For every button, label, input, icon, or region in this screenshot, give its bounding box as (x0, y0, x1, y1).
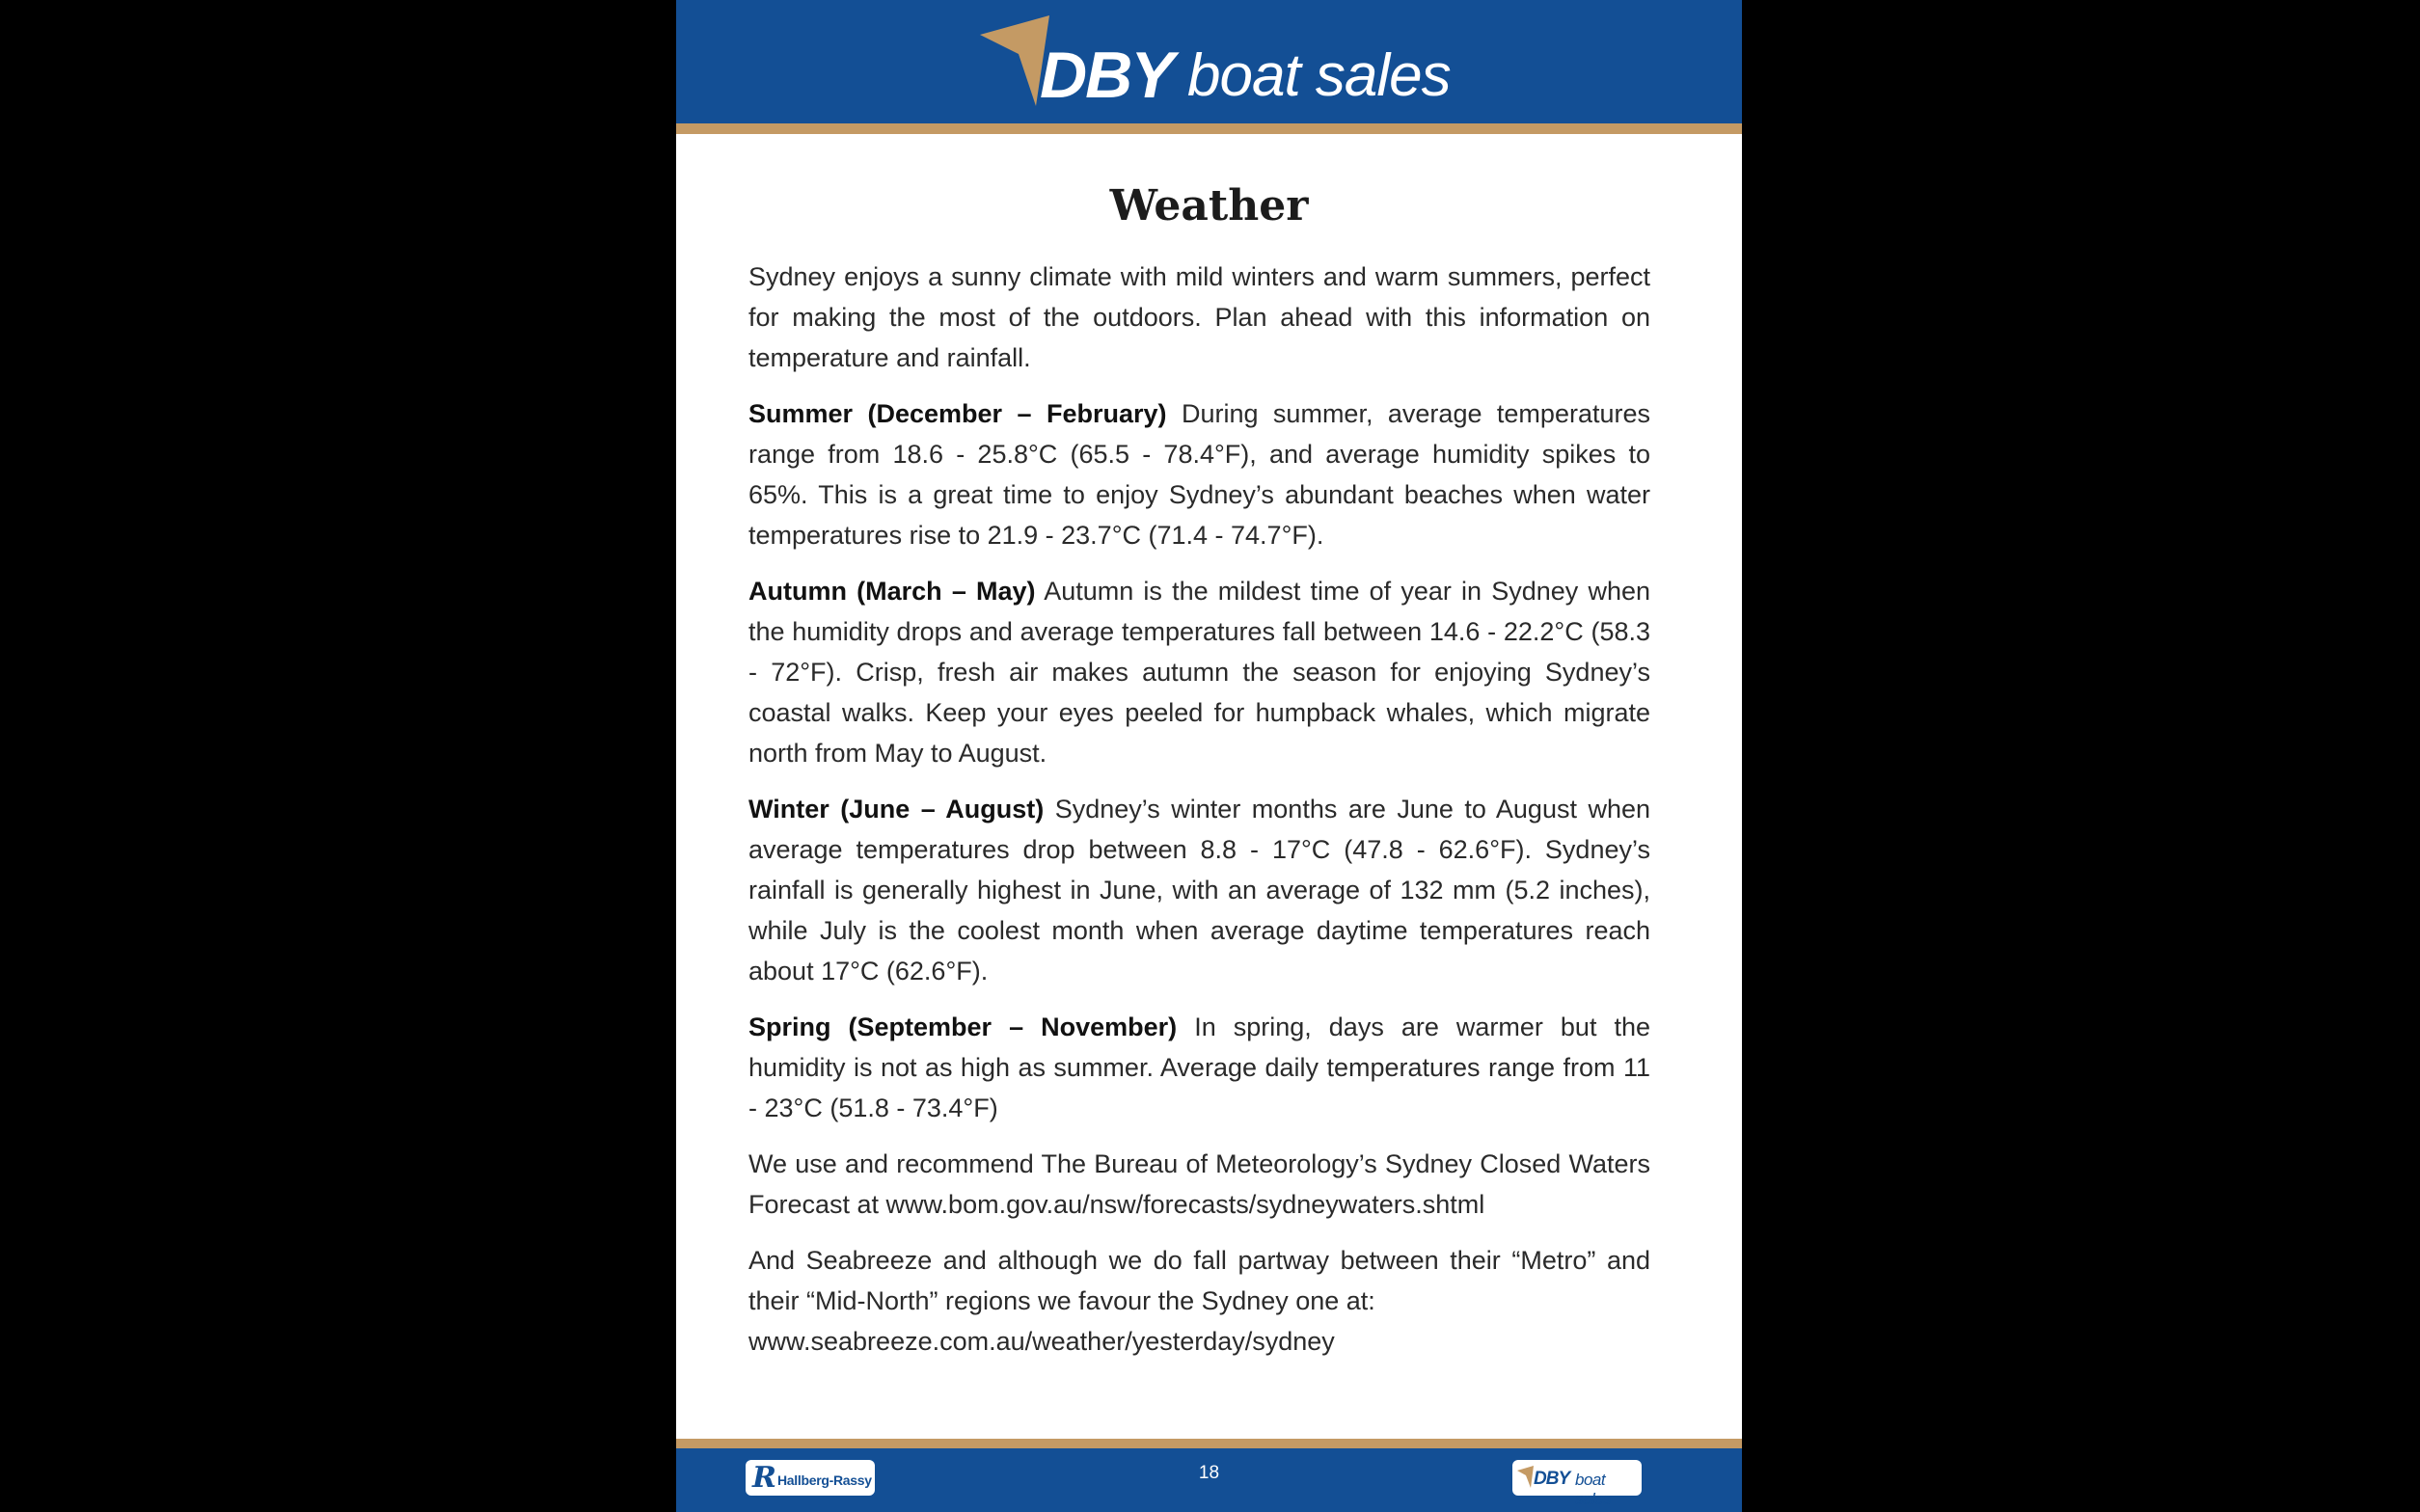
season-heading-winter: Winter (June – August) (748, 795, 1045, 824)
footer-logo-dby-text: DBY (1534, 1469, 1570, 1489)
header-gold-divider (676, 123, 1742, 134)
footer-gold-arrow-icon (1517, 1466, 1535, 1489)
hallberg-rassy-text: Hallberg-Rassy (777, 1472, 872, 1488)
page-title: Weather (1109, 181, 1309, 230)
hallberg-rassy-mark-icon: R (752, 1461, 776, 1495)
season-paragraph-spring (748, 1007, 1650, 1128)
article-body (748, 256, 1650, 1377)
seabreeze-url: www.seabreeze.com.au/weather/yesterday/sydney (748, 1327, 1335, 1356)
season-paragraph-summer (748, 393, 1650, 555)
season-heading-spring: Spring (September – November) (748, 1012, 1178, 1041)
seabreeze-text: And Seabreeze and although we do fall partway between their “Metro” and their “Mid-North” regions we favour the Sydney one at: (748, 1246, 1650, 1315)
intro-paragraph: Sydney enjoys a sunny climate with mild winters and warm summers, perfect for making the most of the outdoors. Plan ahead with this information on temperature and rainfall. (748, 262, 1650, 372)
season-text-autumn: Autumn is the mildest time of year in Sydney when the humidity drops and average temperatures fall between 14.6 - 22.2°C (58.3 - 72°F). Crisp, fresh air makes autumn the season for enjoying Sydney’s coastal walks. Keep your eyes peeled for humpback whales, which migrate north from May to August. (748, 577, 1650, 768)
bom-paragraph: We use and recommend The Bureau of Meteorology’s Sydney Closed Waters Forecast at www.bom.gov.au/nsw/forecasts/sydneywaters.shtml (748, 1149, 1650, 1219)
page-number: 18 (1198, 1463, 1220, 1483)
logo-dby-text: DBY (1040, 39, 1173, 112)
footer-dby-logo (1512, 1460, 1642, 1508)
document-page (676, 0, 1742, 1512)
dby-boat-sales-logo (980, 14, 1462, 115)
season-heading-summer: Summer (December – February) (748, 399, 1167, 428)
logo-boat-sales-text: boat sales (1187, 42, 1451, 109)
season-text-winter: Sydney’s winter months are June to August when average temperatures drop between 8.8 - 17°C (47.8 - 62.6°F). Sydney’s rainfall is generally highest in June, with an average of 132 mm (5.2 inches), while July is the coolest month when average daytime temperatures reach about 17°C (62.6°F). (748, 795, 1650, 986)
season-paragraph-winter (748, 789, 1650, 991)
season-heading-autumn: Autumn (March – May) (748, 577, 1036, 606)
footer-logo-boat-sales-text: boat sales (1575, 1471, 1612, 1508)
season-paragraph-autumn (748, 571, 1650, 773)
season-text-spring: In spring, days are warmer but the humidity is not as high as summer. Average daily temperatures range from 11 - 23°C (51.8 - 73.4°F) (748, 1012, 1650, 1122)
season-text-summer: During summer, average temperatures range from 18.6 - 25.8°C (65.5 - 78.4°F), and average humidity spikes to 65%. This is a great time to enjoy Sydney’s abundant beaches when water temperatures rise to 21.9 - 23.7°C (71.4 - 74.7°F). (748, 399, 1650, 550)
header-banner (676, 0, 1742, 123)
footer-gold-divider (676, 1439, 1742, 1448)
seabreeze-paragraph (748, 1240, 1650, 1362)
